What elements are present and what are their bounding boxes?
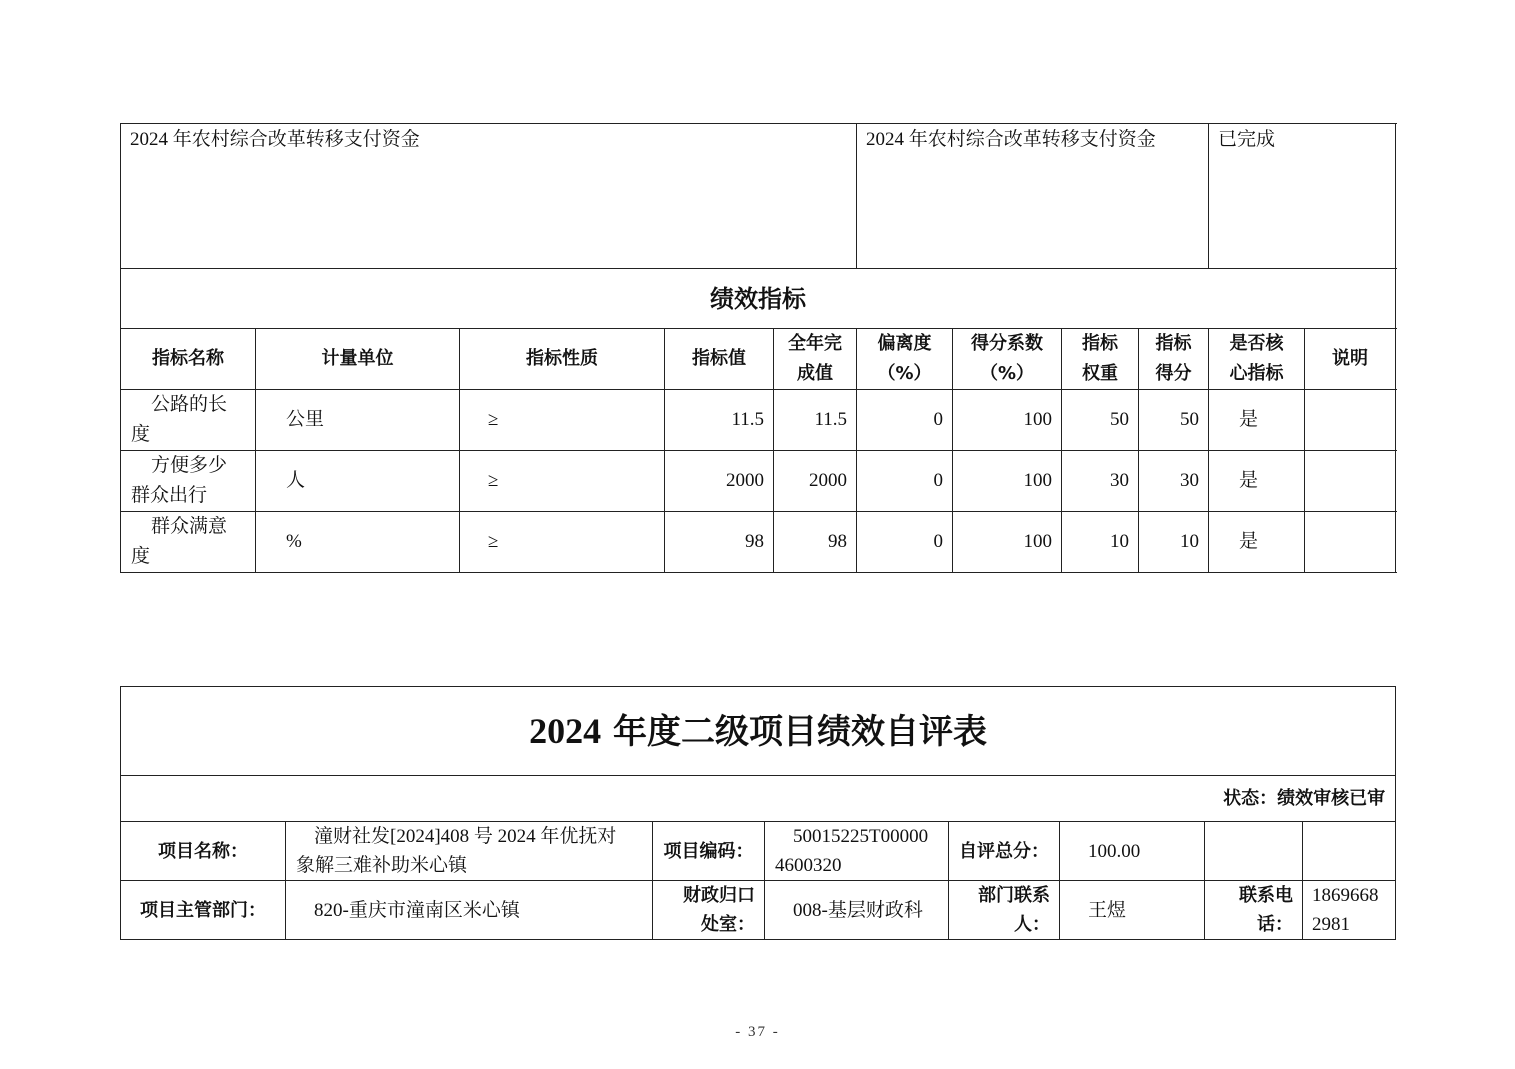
- project-code-line2: 4600320: [775, 855, 842, 876]
- header-actual-line1: 全年完: [788, 333, 842, 354]
- row-unit: 人: [256, 451, 460, 512]
- project-name-value: [286, 822, 653, 881]
- row-note: [1305, 451, 1396, 512]
- self-evaluation-table: [120, 686, 1396, 940]
- header-coef-line1: 得分系数: [971, 333, 1044, 354]
- title-text: 年度二级项目绩效自评表: [601, 711, 987, 752]
- completion-status-text: 已完成: [1218, 129, 1276, 150]
- row-core-indicator: 是: [1209, 390, 1305, 451]
- header-core-line2: 心指标: [1229, 363, 1284, 384]
- row-deviation: 0: [857, 451, 953, 512]
- finance-office-line1: 财政归口: [683, 885, 755, 906]
- title-year: 2024: [529, 710, 602, 751]
- empty-cell: [1205, 822, 1303, 881]
- project-name-line1: 潼财社发[2024]408 号 2024 年优抚对: [314, 826, 617, 847]
- header-core-indicator: [1209, 329, 1305, 390]
- phone-label: [1205, 881, 1303, 940]
- header-actual-line2: 成值: [797, 363, 833, 384]
- page-number: - 37 -: [735, 1024, 780, 1040]
- row-weight: 30: [1062, 451, 1139, 512]
- finance-office-line2: 处室：: [701, 914, 755, 935]
- phone-value: [1303, 881, 1396, 940]
- row-actual-value: 2000: [774, 451, 857, 512]
- department-value: 820-重庆市潼南区米心镇: [286, 881, 653, 940]
- department-label: 项目主管部门：: [121, 881, 286, 940]
- section-title-row: [121, 269, 1396, 329]
- row-target-value: 98: [665, 512, 774, 573]
- row-score: 10: [1139, 512, 1209, 573]
- row-nature: ≥: [460, 512, 665, 573]
- row-unit: 公里: [256, 390, 460, 451]
- status-badge: 状态：绩效审核已审: [121, 776, 1396, 822]
- header-deviation-line1: 偏离度: [877, 333, 932, 354]
- department-info-row: [121, 881, 1396, 940]
- self-score-label: 自评总分：: [949, 822, 1060, 881]
- table-row: [121, 451, 1396, 512]
- fund-row: [121, 124, 1396, 269]
- header-deviation-line2: （%）: [877, 363, 932, 384]
- project-info-row: [121, 822, 1396, 881]
- project-cell: [121, 124, 857, 269]
- empty-cell: [1303, 822, 1396, 881]
- row-deviation: 0: [857, 390, 953, 451]
- row-name-line1: 群众满意: [151, 516, 228, 537]
- header-score: [1139, 329, 1209, 390]
- row-name-line1: 方便多少: [151, 455, 228, 476]
- row-target-value: 11.5: [665, 390, 774, 451]
- row-name-line2: 群众出行: [131, 485, 208, 506]
- contact-person-line1: 部门联系: [978, 885, 1050, 906]
- phone-label-line1: 联系电: [1239, 885, 1293, 906]
- status-row: [121, 776, 1396, 822]
- row-score-coefficient: 100: [953, 451, 1062, 512]
- row-target-value: 2000: [665, 451, 774, 512]
- header-actual-value: [774, 329, 857, 390]
- header-score-line2: 得分: [1155, 363, 1192, 384]
- phone-value-line2: 2981: [1312, 914, 1350, 935]
- row-note: [1305, 390, 1396, 451]
- project-code-label: 项目编码：: [653, 822, 765, 881]
- project-name-line2: 象解三难补助米心镇: [296, 855, 468, 876]
- header-note: 说明: [1305, 329, 1396, 390]
- fund-cell: [857, 124, 1209, 269]
- header-score-line1: 指标: [1155, 333, 1192, 354]
- row-score: 30: [1139, 451, 1209, 512]
- row-weight: 10: [1062, 512, 1139, 573]
- header-weight: [1062, 329, 1139, 390]
- project-text: 2024 年农村综合改革转移支付资金: [130, 129, 420, 150]
- row-deviation: 0: [857, 512, 953, 573]
- completion-status-cell: [1209, 124, 1396, 269]
- table-row: [121, 512, 1396, 573]
- project-code-line1: 50015225T00000: [793, 826, 929, 847]
- row-indicator-name: [121, 390, 256, 451]
- contact-person-line2: 人：: [1014, 914, 1050, 935]
- row-indicator-name: [121, 451, 256, 512]
- row-nature: ≥: [460, 390, 665, 451]
- header-row: [121, 329, 1396, 390]
- fund-text: 2024 年农村综合改革转移支付资金: [866, 129, 1156, 150]
- header-unit: 计量单位: [256, 329, 460, 390]
- project-code-value: [765, 822, 949, 881]
- project-name-label: 项目名称：: [121, 822, 286, 881]
- row-name-line1: 公路的长: [151, 394, 228, 415]
- row-actual-value: 11.5: [774, 390, 857, 451]
- row-weight: 50: [1062, 390, 1139, 451]
- table-row: [121, 390, 1396, 451]
- row-name-line2: 度: [131, 546, 151, 567]
- performance-indicator-table: [120, 123, 1396, 573]
- row-unit: %: [256, 512, 460, 573]
- header-core-line1: 是否核: [1229, 333, 1284, 354]
- section-title: 绩效指标: [121, 269, 1396, 329]
- row-core-indicator: 是: [1209, 451, 1305, 512]
- row-score-coefficient: 100: [953, 390, 1062, 451]
- header-nature: 指标性质: [460, 329, 665, 390]
- header-target-value: 指标值: [665, 329, 774, 390]
- self-score-value: 100.00: [1060, 822, 1205, 881]
- row-note: [1305, 512, 1396, 573]
- row-score-coefficient: 100: [953, 512, 1062, 573]
- row-nature: ≥: [460, 451, 665, 512]
- header-deviation: [857, 329, 953, 390]
- row-indicator-name: [121, 512, 256, 573]
- row-actual-value: 98: [774, 512, 857, 573]
- header-weight-line1: 指标: [1082, 333, 1119, 354]
- phone-label-line2: 话：: [1257, 914, 1293, 935]
- contact-person-label: [949, 881, 1060, 940]
- finance-office-label: [653, 881, 765, 940]
- phone-value-line1: 1869668: [1312, 885, 1379, 906]
- page-title: [121, 687, 1396, 776]
- header-score-coefficient: [953, 329, 1062, 390]
- title-row: [121, 687, 1396, 776]
- header-weight-line2: 权重: [1082, 363, 1119, 384]
- finance-office-value: 008-基层财政科: [765, 881, 949, 940]
- header-indicator-name: 指标名称: [121, 329, 256, 390]
- header-coef-line2: （%）: [979, 363, 1035, 384]
- row-name-line2: 度: [131, 424, 151, 445]
- row-score: 50: [1139, 390, 1209, 451]
- contact-person-value: 王煜: [1060, 881, 1205, 940]
- row-core-indicator: 是: [1209, 512, 1305, 573]
